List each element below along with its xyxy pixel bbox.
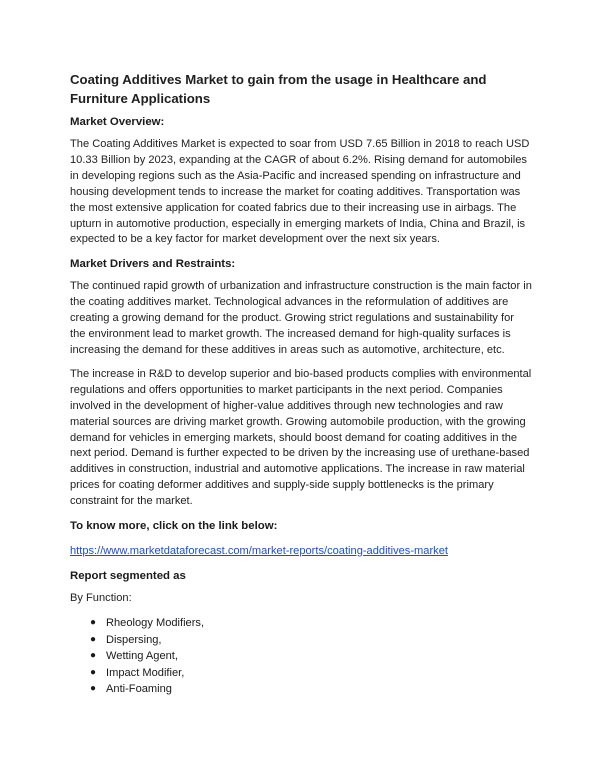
drivers-paragraph-1: The continued rapid growth of urbanization and infrastructure construction is the main factor in the coating additives market. Technological advances in the reformulation of additives are creating a growing demand for the product. Growing strict regulations and sustainability for the environment lead to market growth. The increased demand for high-quality surfaces is increasing the demand for these additives in areas such as automotive, architecture, etc.: [70, 280, 532, 356]
bullet-icon: ●: [90, 666, 97, 678]
list-item-label: Dispersing,: [106, 633, 162, 646]
report-link[interactable]: https://www.marketdataforecast.com/market-reports/coating-additives-market: [70, 545, 448, 558]
drivers-paragraph-2: The increase in R&D to develop superior and bio-based products complies with environmental regulations and offers opportunities to market participants in the next period. Companies involved in the development of higher-value additives through new technologies and raw material sources are driving market growth. Growing automobile production, with the growing demand for vehicles in emerging markets, should boost demand for coating additives in the next period. Demand is further expected to be driven by the increasing use of urethane-based additives in construction, industrial and automotive applications. The increase in raw material prices for coating deformer additives and supply-side supply bottlenecks is the primary constraint for the market.: [70, 367, 532, 508]
by-function-label: By Function:: [70, 592, 132, 605]
market-overview-paragraph: The Coating Additives Market is expected to soar from USD 7.65 Billion in 2018 to reach USD 10.33 Billion by 2023, expanding at the CAGR of about 6.2%. Rising demand for automobiles in developing regions such as the Asia-Pacific and increased spending on infrastructure and housing development tends to increase the market for coating additives. Transportation was the most extensive application for coated fabrics due to their increasing use in airbags. The upturn in automotive production, especially in emerging markets of India, China and Brazil, is expected to be a key factor for market development over the next six years.: [70, 138, 530, 246]
bullet-icon: ●: [90, 650, 97, 662]
segmented-heading: Report segmented as: [70, 570, 186, 583]
list-item-label: Rheology Modifiers,: [106, 616, 205, 629]
drivers-heading: Market Drivers and Restraints:: [70, 258, 236, 271]
market-overview-heading: Market Overview:: [70, 116, 165, 128]
bullet-icon: ●: [90, 683, 97, 695]
list-item: [90, 615, 532, 632]
know-more-heading: To know more, click on the link below:: [70, 520, 278, 533]
list-item-label: Impact Modifier,: [106, 666, 185, 679]
document-title: Coating Additives Market to gain from the usage in Healthcare and Furniture Applications: [70, 72, 487, 106]
list-item: [90, 665, 532, 682]
bullet-icon: ●: [90, 633, 97, 645]
list-item-label: Anti-Foaming: [106, 683, 172, 696]
function-list: [70, 615, 532, 698]
list-item: [90, 681, 532, 698]
list-item-label: Wetting Agent,: [106, 650, 178, 663]
list-item: [90, 632, 532, 649]
list-item: [90, 648, 532, 665]
bullet-icon: ●: [90, 616, 97, 628]
